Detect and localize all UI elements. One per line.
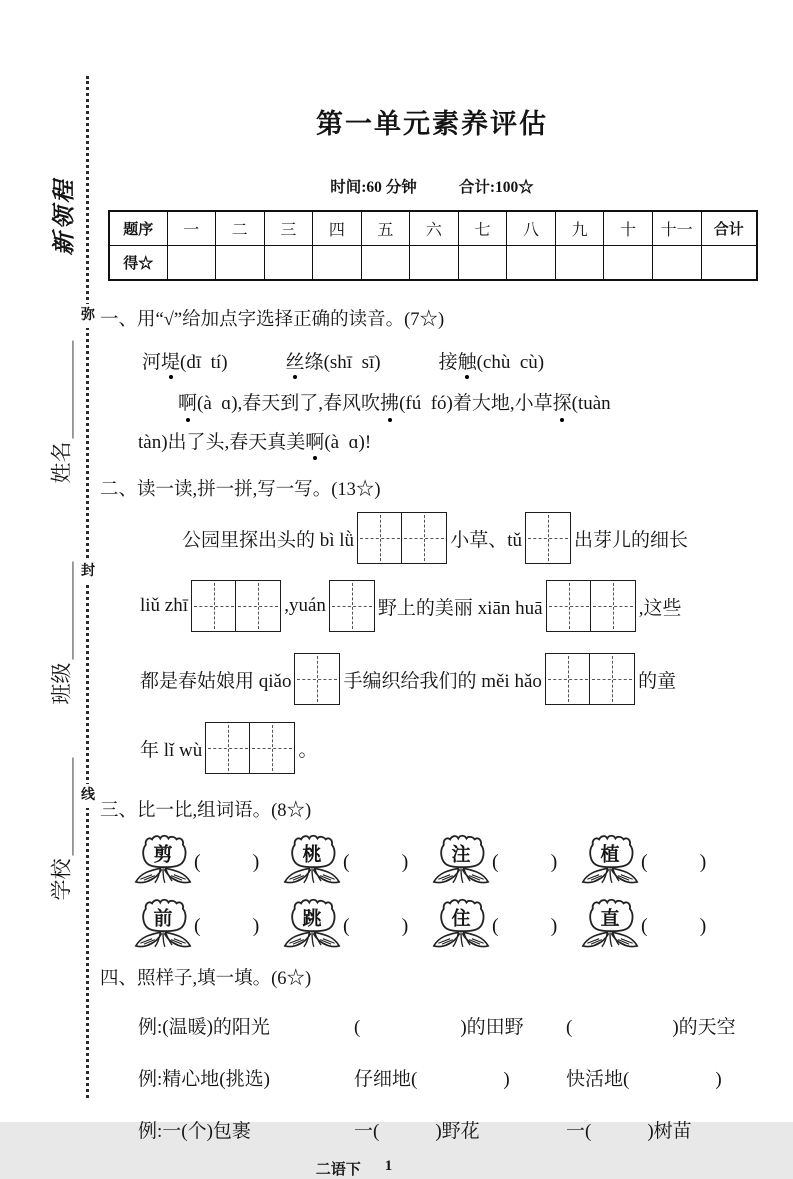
flower-icon	[581, 834, 639, 890]
q1-sentence-line1	[100, 391, 764, 417]
q2-text: 。	[298, 739, 318, 761]
close-paren: )	[435, 1121, 442, 1143]
pinyin-options: (chù cù)	[476, 352, 545, 373]
word-blank-parens	[641, 851, 706, 874]
dotted-char: 拂	[380, 391, 399, 417]
score-value-row	[109, 246, 757, 281]
q4-text: 的天空	[678, 1017, 736, 1039]
answer-blank[interactable]	[648, 916, 700, 936]
q2-text: 小草、tǔ	[450, 529, 523, 551]
q4-text: 树苗	[653, 1121, 692, 1143]
flower-word-item	[283, 834, 432, 890]
q4-text: 的田野	[466, 1017, 524, 1039]
q1-word-text: 绦	[304, 352, 324, 373]
open-paren: (	[623, 1069, 630, 1091]
writing-box-double	[357, 512, 447, 564]
writing-cell[interactable]	[525, 512, 571, 564]
score-cell-7[interactable]	[458, 246, 507, 281]
score-cell-11[interactable]	[652, 246, 701, 281]
q1-heading: 一、用“√”给加点字选择正确的读音。(7☆)	[100, 310, 445, 330]
score-row-label: 得☆	[109, 246, 167, 281]
q4-text: 一	[566, 1121, 586, 1143]
writing-box-double	[546, 580, 636, 632]
close-paren: )	[550, 914, 558, 937]
flower-word-item	[581, 898, 730, 954]
dotted-char: 啊	[305, 430, 324, 456]
dotted-char: 啊	[178, 391, 197, 417]
q1-word-hedi	[142, 347, 228, 374]
score-cell-total[interactable]	[701, 246, 757, 281]
q2-text: 的童	[638, 670, 677, 692]
q2-text: 手编织给我们的 měi hǎo	[343, 670, 542, 692]
score-cell-2[interactable]	[216, 246, 265, 281]
close-paren: )	[550, 850, 558, 873]
open-paren: (	[343, 850, 350, 873]
score-col-2: 二	[216, 211, 265, 246]
score-header-row	[109, 211, 757, 246]
q4-blank-item	[566, 1064, 722, 1091]
q4-blank-item	[566, 1012, 736, 1039]
q4-text: 快活地	[566, 1069, 624, 1091]
flower-word-item	[134, 898, 283, 954]
open-paren: (	[354, 1017, 361, 1039]
close-paren: )	[647, 1121, 654, 1143]
close-paren: )	[252, 850, 260, 873]
q2-text: 出芽儿的细长	[574, 529, 689, 551]
open-paren: (	[492, 914, 499, 937]
q4-row-1	[100, 1012, 764, 1039]
q2-text: ,yuán	[284, 595, 326, 617]
q4-text: 仔细地	[354, 1069, 412, 1091]
q4-example: 例:一(个)包裹	[138, 1121, 251, 1143]
score-col-3: 三	[264, 211, 313, 246]
q2-text: 都是春姑娘用 qiǎo	[140, 670, 292, 692]
score-col-5: 五	[361, 211, 410, 246]
q1-sentence-text: (tuàn	[571, 393, 611, 414]
close-paren: )	[699, 914, 707, 937]
seal-marker-feng: 封	[80, 560, 96, 584]
score-cell-10[interactable]	[604, 246, 653, 281]
flower-word-item	[283, 898, 432, 954]
score-col-9: 九	[555, 211, 604, 246]
brand-logo: 新领程	[51, 177, 77, 256]
q2-row-4	[100, 722, 764, 774]
q4-row-3	[100, 1116, 764, 1143]
q3-heading: 三、比一比,组词语。(8☆)	[100, 801, 312, 822]
open-paren: (	[641, 914, 648, 937]
open-paren: (	[194, 914, 201, 937]
name-blank-line[interactable]	[68, 341, 74, 439]
flower-icon	[134, 898, 192, 954]
word-blank-parens	[194, 915, 259, 938]
close-paren: )	[503, 1069, 510, 1091]
word-blank-parens	[343, 851, 408, 874]
q1-sentence-text: (à ɑ),春天到了,春风吹	[197, 393, 381, 414]
writing-cell[interactable]	[589, 653, 635, 705]
q1-sentence-text: (à ɑ)!	[324, 431, 372, 453]
q4-example: 例:(温暖)的阳光	[138, 1017, 270, 1039]
q1-word-jiechu	[439, 347, 545, 374]
q4-text: 野花	[441, 1121, 480, 1143]
writing-cell[interactable]	[545, 653, 591, 705]
dotted-char: 探	[553, 391, 572, 417]
class-blank-line[interactable]	[68, 562, 74, 660]
dotted-char: 触	[458, 347, 477, 374]
q2-text: ,这些	[638, 597, 682, 619]
answer-blank[interactable]	[648, 852, 700, 872]
flower-word-item	[134, 834, 283, 890]
exam-time: 时间:60 分钟	[330, 179, 417, 196]
score-cell-6[interactable]	[410, 246, 459, 281]
exam-meta	[100, 175, 764, 197]
close-paren: )	[715, 1069, 722, 1091]
close-paren: )	[401, 850, 409, 873]
q4-blank-item	[354, 1064, 566, 1091]
writing-box-double	[191, 580, 281, 632]
open-paren: (	[566, 1017, 573, 1039]
answer-blank[interactable]	[629, 1066, 715, 1085]
answer-blank[interactable]	[201, 852, 253, 872]
dotted-char: 堤	[161, 347, 180, 374]
q1-word-options	[100, 347, 764, 374]
answer-blank[interactable]	[201, 916, 253, 936]
flower-word-item	[432, 898, 581, 954]
answer-blank[interactable]	[417, 1066, 503, 1085]
score-table	[108, 210, 758, 281]
flower-char: 直	[600, 908, 620, 930]
q1-sentence-text: tàn)出了头,春天真美	[138, 431, 306, 453]
writing-cell[interactable]	[357, 512, 403, 564]
score-col-8: 八	[507, 211, 556, 246]
student-name-field	[50, 328, 73, 484]
flower-char: 剪	[153, 844, 173, 866]
score-cell-4[interactable]	[313, 246, 362, 281]
score-col-6: 六	[410, 211, 459, 246]
writing-cell[interactable]	[401, 512, 447, 564]
seal-marker-xian: 线	[80, 784, 96, 808]
close-paren: )	[699, 850, 707, 873]
student-school-field	[50, 755, 73, 901]
flower-word-item	[432, 834, 581, 890]
word-blank-parens	[343, 915, 408, 938]
q1-word-text: 接	[438, 352, 458, 373]
seal-marker-mi: 弥	[80, 304, 96, 328]
score-col-7: 七	[458, 211, 507, 246]
q2-text: 野上的美丽 xiān huā	[377, 597, 543, 619]
writing-cell[interactable]	[590, 580, 636, 632]
word-blank-parens	[194, 851, 259, 874]
answer-blank[interactable]	[379, 1118, 435, 1137]
answer-blank[interactable]	[360, 1014, 460, 1033]
q2-row-1	[100, 512, 764, 564]
name-label: 姓名	[49, 441, 74, 484]
q1-word-sitao	[286, 347, 381, 374]
q4-heading: 四、照样子,填一填。(6☆)	[100, 969, 312, 990]
score-cell-5[interactable]	[361, 246, 410, 281]
flower-icon	[134, 834, 192, 890]
answer-blank[interactable]	[591, 1118, 647, 1137]
school-blank-line[interactable]	[68, 758, 74, 856]
seal-dotted-line	[86, 76, 89, 1098]
q3-row-2	[100, 898, 764, 954]
writing-box-double	[205, 722, 295, 774]
page-footer	[22, 1158, 686, 1179]
flower-icon	[283, 898, 341, 954]
q4-blank-item	[354, 1116, 566, 1143]
q4-blank-item	[566, 1116, 692, 1143]
dotted-char: 丝	[286, 347, 305, 374]
exam-total: 合计:100☆	[458, 179, 534, 196]
q1-sentence-line2	[100, 430, 764, 456]
close-paren: )	[460, 1017, 467, 1039]
answer-blank[interactable]	[350, 852, 402, 872]
close-paren: )	[252, 914, 260, 937]
score-col-11: 十一	[652, 211, 701, 246]
close-paren: )	[672, 1017, 679, 1039]
q2-row-2	[100, 580, 764, 632]
close-paren: )	[401, 914, 409, 937]
page-title: 第一单元素养评估	[316, 109, 548, 139]
writing-cell[interactable]	[249, 722, 295, 774]
pinyin-options: (dī tí)	[180, 352, 228, 373]
open-paren: (	[492, 850, 499, 873]
open-paren: (	[343, 914, 350, 937]
answer-blank[interactable]	[499, 916, 551, 936]
q1-sentence-text: (fú fó)着大地,小草	[399, 393, 553, 414]
score-cell-9[interactable]	[555, 246, 604, 281]
writing-box-double	[545, 653, 635, 705]
q2-text: liǔ zhī	[140, 595, 189, 617]
flower-char: 注	[451, 844, 471, 866]
pinyin-options: (shī sī)	[323, 352, 381, 373]
open-paren: (	[641, 850, 648, 873]
word-blank-parens	[492, 915, 557, 938]
word-blank-parens	[641, 915, 706, 938]
writing-cell[interactable]	[294, 653, 340, 705]
flower-char: 桃	[302, 844, 322, 866]
q4-row-2	[100, 1064, 764, 1091]
q3-row-1	[100, 834, 764, 890]
q2-row-3	[100, 653, 764, 705]
score-cell-8[interactable]	[507, 246, 556, 281]
school-label: 学校	[49, 858, 74, 901]
score-cell-1[interactable]	[167, 246, 216, 281]
word-blank-parens	[492, 851, 557, 874]
score-col-4: 四	[313, 211, 362, 246]
flower-char: 植	[600, 844, 620, 866]
q4-blank-item	[354, 1012, 566, 1039]
flower-icon	[432, 834, 490, 890]
q1-word-text: 河	[142, 352, 162, 373]
flower-char: 跳	[302, 908, 322, 930]
open-paren: (	[373, 1121, 380, 1143]
q4-example: 例:精心地(挑选)	[138, 1069, 270, 1091]
score-cell-3[interactable]	[264, 246, 313, 281]
score-corner-label: 题序	[109, 211, 167, 246]
flower-char: 前	[153, 908, 173, 930]
exam-content	[100, 0, 764, 1179]
score-col-total: 合计	[701, 211, 757, 246]
score-col-1: 一	[167, 211, 216, 246]
flower-icon	[283, 834, 341, 890]
writing-cell[interactable]	[546, 580, 592, 632]
student-class-field	[50, 559, 73, 705]
footer-book-label: 二语下	[315, 1162, 361, 1179]
open-paren: (	[194, 850, 201, 873]
writing-cell[interactable]	[205, 722, 251, 774]
flower-char: 住	[451, 908, 471, 930]
writing-cell[interactable]	[235, 580, 281, 632]
flower-icon	[432, 898, 490, 954]
score-col-10: 十	[604, 211, 653, 246]
flower-word-item	[581, 834, 730, 890]
writing-cell[interactable]	[191, 580, 237, 632]
q2-text: 年 lǐ wù	[140, 739, 203, 761]
class-label: 班级	[49, 662, 74, 705]
q2-text: 公园里探出头的 bì lǜ	[182, 529, 355, 551]
answer-blank[interactable]	[499, 852, 551, 872]
writing-cell[interactable]	[329, 580, 375, 632]
open-paren: (	[585, 1121, 592, 1143]
answer-blank[interactable]	[572, 1014, 672, 1033]
flower-icon	[581, 898, 639, 954]
q2-heading: 二、读一读,拼一拼,写一写。(13☆)	[100, 480, 381, 501]
footer-page-number: 1	[384, 1158, 393, 1175]
q4-text: 一	[354, 1121, 374, 1143]
open-paren: (	[411, 1069, 418, 1091]
answer-blank[interactable]	[350, 916, 402, 936]
